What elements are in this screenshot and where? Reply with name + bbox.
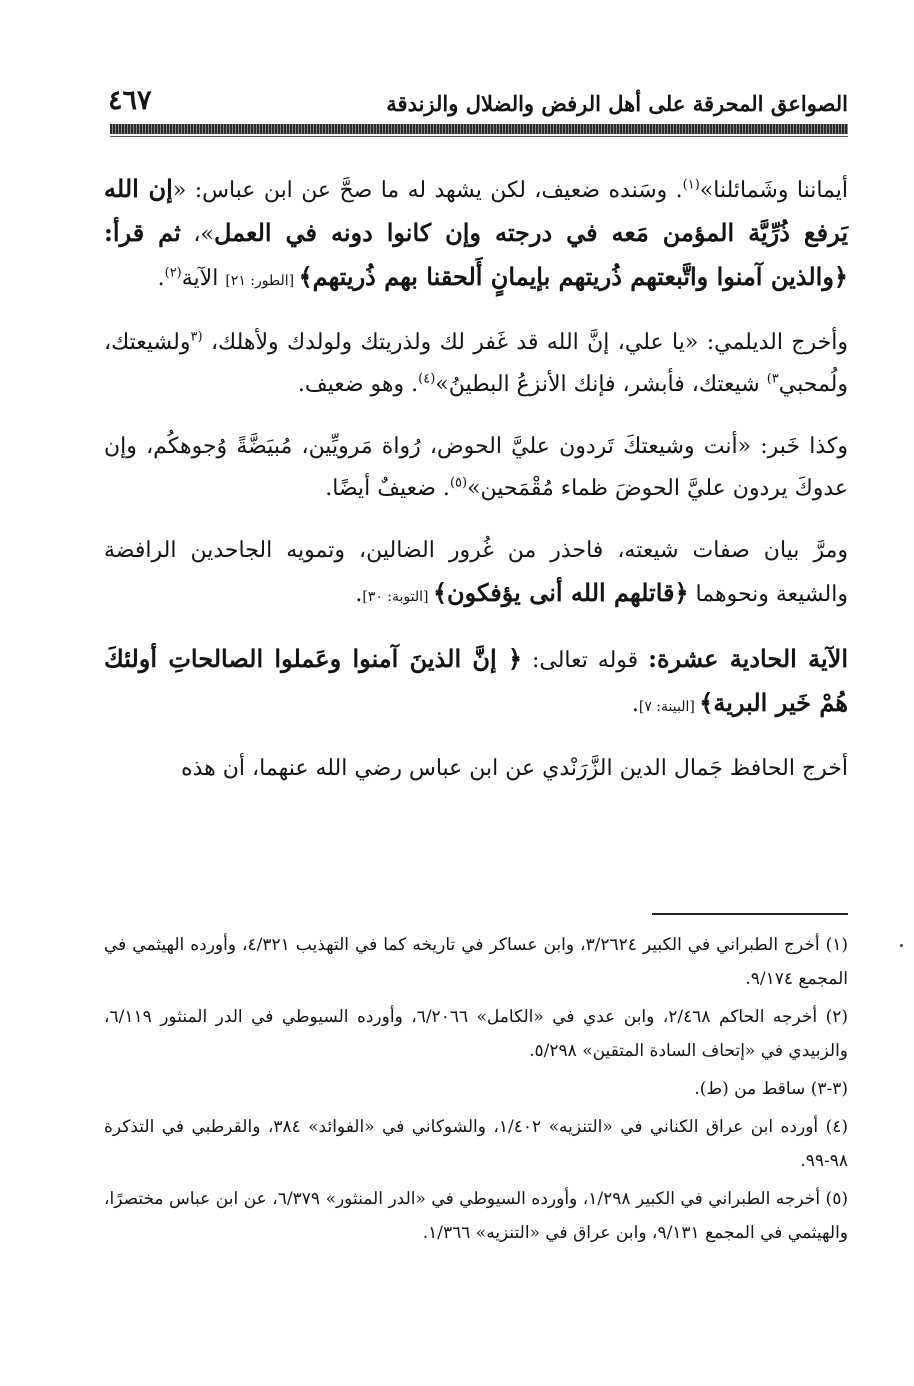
paragraph-2: وأخرج الديلمي: «يا علي، إنَّ الله قد غَفر لك ولذريتك ولولدك ولأهلك، $^{(٣}$ولشيعتك، ولُمحبي$^{٣)}$ شيعتك، فأبشر، فإنك الأنزعُ البطينُ»$^{(٤)}$. وهو ضعيف. bbox=[104, 329, 848, 397]
hadith-text: إن الله يَرفع ذُرِّيَّة المؤمن مَعه في درجته وإن كانوا دونه في العمل bbox=[104, 174, 849, 247]
quran-verse: ﴿قاتلهم الله أنى يؤفكون﴾ bbox=[432, 578, 689, 607]
section-heading: الآية الحادية عشرة: bbox=[648, 644, 848, 673]
footnote-ref: (٣ bbox=[190, 329, 203, 345]
quran-verse: ﴿ إنَّ الذينَ آمنوا وعَملوا الصالحاتِ أولئكَ هُمْ خَير البرية﴾ bbox=[104, 644, 848, 717]
page-header bbox=[108, 76, 848, 116]
header-rule bbox=[110, 124, 848, 134]
verse-reference: [البينة: ٧] bbox=[638, 699, 700, 715]
footnote-ref: ٣) bbox=[766, 371, 779, 387]
header-rule-thin bbox=[110, 136, 848, 137]
footnote-ref: (٢) bbox=[164, 265, 182, 281]
running-title: الصواعق المحرقة على أهل الرفض والضلال والزندقة bbox=[386, 91, 848, 116]
paragraph-6: أخرج الحافظ جَمال الدين الزَّرَنْدي عن ابن عباس رضي الله عنهما، أن هذه bbox=[181, 756, 848, 781]
quran-verse: ثم قرأ: ﴿والذين آمنوا واتَّبعتهم ذُريتهم بإيمانٍ أَلحقنا بهم ذُريتهم﴾ bbox=[104, 218, 848, 291]
footnote-ref: (٤) bbox=[418, 371, 436, 387]
footnote-ref: (٥) bbox=[449, 475, 468, 491]
footnote-2: (٢) أخرجه الحاكم ٢/٤٦٨، وابن عدي في «الكامل» ٦/٢٠٦٦، وأورده السيوطي في الدر المنثور ٦/١١٩، والزبيدي في «إتحاف السادة المتقين» ٥/٢٩٨. bbox=[104, 1007, 848, 1061]
footnotes bbox=[104, 928, 848, 1254]
paragraph-5: الآية الحادية عشرة: قوله تعالى: ﴿ إنَّ الذينَ آمنوا وعَملوا الصالحاتِ أولئكَ هُمْ خَير البرية﴾ [البينة: ٧]. bbox=[104, 644, 848, 717]
footnote-1: (١) أخرج الطبراني في الكبير ٣/٢٦٢٤، وابن عساكر في تاريخه كما في التهذيب ٤/٣٢١، وأورده الهيثمي في المجمع ٩/١٧٤. bbox=[104, 935, 849, 989]
verse-reference: [الطور: ٢١] bbox=[225, 273, 299, 289]
footnote-3: (٣-٣) ساقط من (ط). bbox=[694, 1079, 848, 1099]
footnote-ref: (١) bbox=[682, 177, 700, 193]
main-text bbox=[104, 168, 848, 810]
footnote-5: (٥) أخرجه الطبراني في الكبير ١/٢٩٨، وأورده السيوطي في «الدر المنثور» ٦/٣٧٩، عن ابن عباس مختصرًا، والهيثمي في المجمع ٩/١٣١، وابن عراق في «التنزيه» ١/٣٦٦. bbox=[104, 1189, 848, 1243]
footnote-separator bbox=[652, 913, 848, 915]
page-number: ٤٦٧ bbox=[108, 85, 152, 116]
paragraph-4: ومرَّ بيان صفات شيعته، فاحذر من غُرور الضالين، وتمويه الجاحدين الرافضة والشيعة ونحوهما ﴿قاتلهم الله أنى يؤفكون﴾ [التوبة: ٣٠]. bbox=[104, 538, 848, 607]
footnote-4: (٤) أورده ابن عراق الكناني في «التنزيه» ١/٤٠٢، والشوكاني في «الفوائد» ٣٨٤، والقرطبي في التذكرة ٩٨-٩٩. bbox=[104, 1117, 848, 1171]
verse-reference: [التوبة: ٣٠] bbox=[362, 589, 433, 605]
paragraph-3: وكذا خَبر: «أنت وشيعتكَ تَردون عليَّ الحوض، رُواة مَرويِّين، مُبيَضَّةً وُجوهكُم، وإن عدوكَ يردون عليَّ الحوضَ ظماء مُقْمَحين»$^{(٥)}$. ضعيفٌ أيضًا. bbox=[104, 434, 848, 501]
paragraph-1: أيماننا وشَمائلنا»$^{(١)}$. وسَنده ضعيف، لكن يشهد له ما صحَّ عن ابن عباس: «إن الله يَرفع ذُرِّيَّة المؤمن مَعه في درجته وإن كانوا دونه في العمل»، ثم قرأ: ﴿والذين آمنوا واتَّبعتهم ذُريتهم بإيمانٍ أَلحقنا بهم ذُريتهم﴾ [الطور: ٢١] الآية$^{(٢)}$. bbox=[104, 174, 849, 291]
scan-speck bbox=[900, 944, 903, 947]
